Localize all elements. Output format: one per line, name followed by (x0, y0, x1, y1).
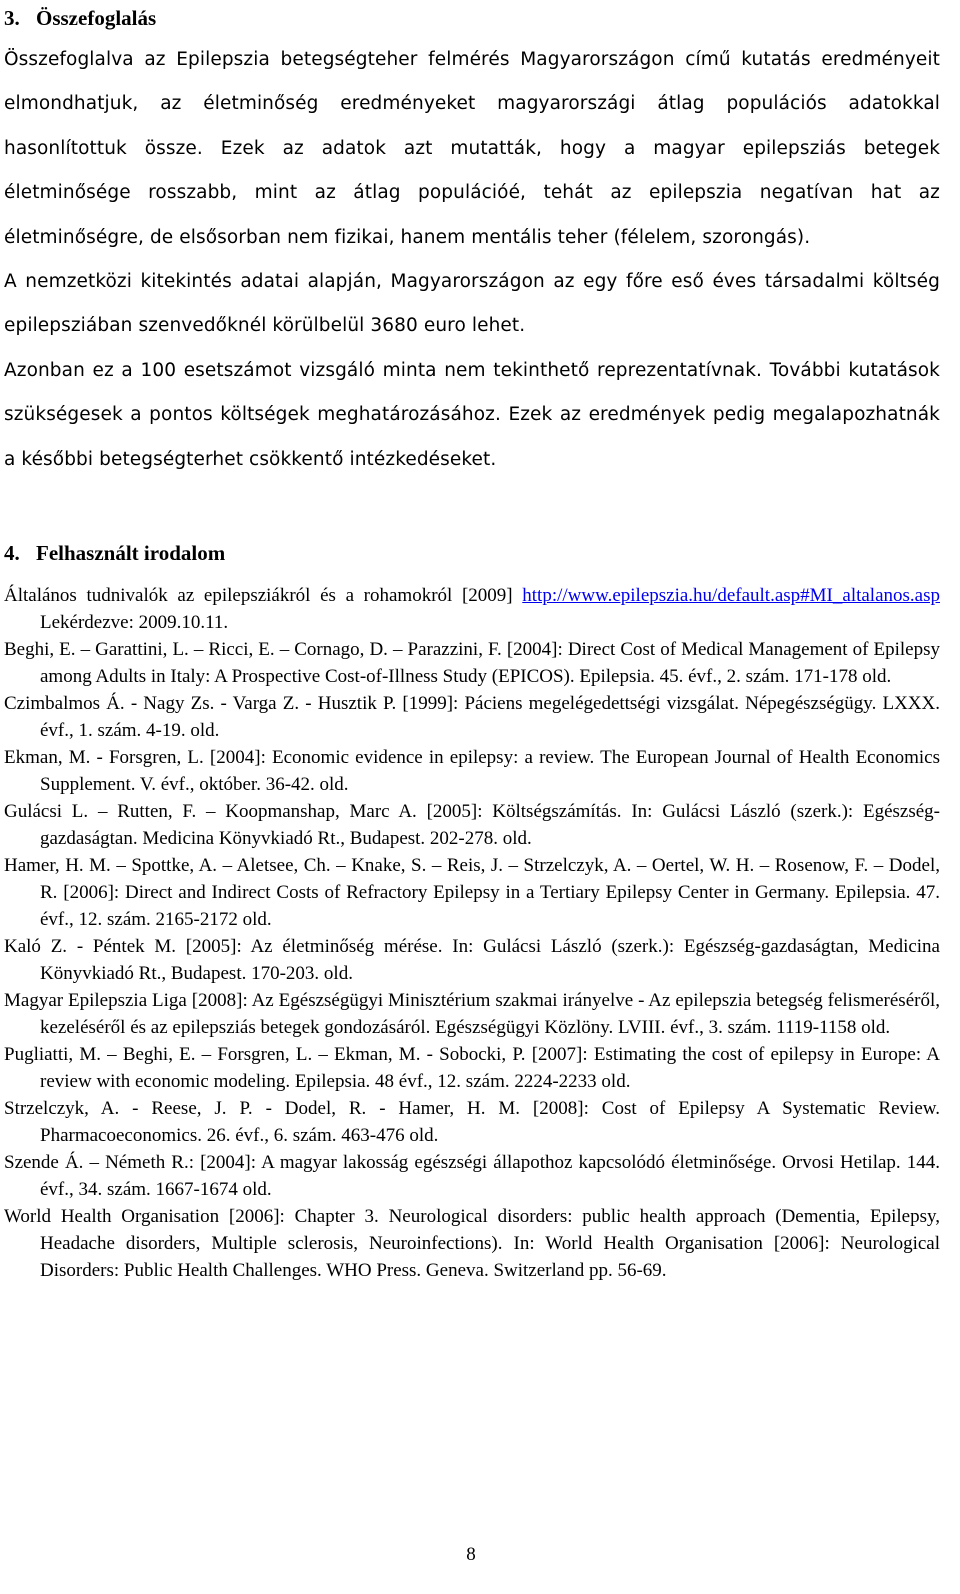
summary-sentence: Ezek az adatok azt mutatták, hogy a magyar epilepsziás betegek életminősége rosszabb, mint az átlag populációé, tehát az epilepszia negatívan hat az életminőségre, de elsősorban nem fizikai, hanem mentális teher (félelem, szorongás). (4, 137, 941, 248)
reference-item: Czimbalmos Á. - Nagy Zs. - Varga Z. - Husztik P. [1999]: Páciens megelégedettségi vizsgálat. Népegészségügy. LXXX. évf., 1. szám. 4-19. old. (4, 693, 940, 741)
section-number: 3. (4, 6, 20, 30)
summary-paragraph (4, 38, 940, 482)
reference-item: Ekman, M. - Forsgren, L. [2004]: Economic evidence in epilepsy: a review. The European Journal of Health Economics Supplement. V. évf., október. 36-42. old. (4, 747, 940, 795)
reference-accessed: Lekérdezve: 2009.10.11. (40, 612, 229, 633)
summary-sentence: Ezek az eredmények pedig megalapozhatnák a későbbi betegségterhet csökkentő intézkedéseket. (4, 404, 940, 470)
summary-sentence: Összefoglalva az Epilepszia betegségteher felmérés Magyarországon című kutatás eredményeit elmondhatjuk, az életminőség eredményeket magyarországi átlag populációs adatokkal hasonlítottuk össze. (4, 49, 940, 159)
summary-sentence: A nemzetközi kitekintés adatai alapján, Magyarországon az egy főre eső éves társadalmi költség epilepsziában szenvedőknél körülbelül 3680 euro lehet. (4, 271, 940, 337)
section-heading-summary (4, 6, 156, 30)
reference-list (4, 582, 940, 1284)
reference-item: Magyar Epilepszia Liga [2008]: Az Egészségügyi Minisztérium szakmai irányelve - Az epilepszia betegség felismeréséről, kezeléséről és az epilepsziás betegek gondozásáról. Egészségügyi Közlöny. LVIII. évf., 3. szám. 1119-1158 old. (4, 990, 940, 1038)
section-heading-references (4, 541, 225, 565)
reference-item: Hamer, H. M. – Spottke, A. – Aletsee, Ch. – Knake, S. – Reis, J. – Strzelczyk, A. – Oertel, W. H. – Rosenow, F. – Dodel, R. [2006]: Direct and Indirect Costs of Refractory Epilepsy in a Tertiary Epilepsy Center in Germany. Epilepsia. 47. évf., 12. szám. 2165-2172 old. (4, 855, 940, 930)
reference-item: Gulácsi L. – Rutten, F. – Koopmanshap, Marc A. [2005]: Költségszámítás. In: Gulácsi László (szerk.): Egészség-gazdaságtan. Medicina Könyvkiadó Rt., Budapest. 202-278. old. (4, 801, 940, 849)
page-number: 8 (466, 1544, 476, 1565)
section-number: 4. (4, 541, 20, 565)
reference-item: Szende Á. – Németh R.: [2004]: A magyar lakosság egészségi állapothoz kapcsolódó életminősége. Orvosi Hetilap. 144. évf., 34. szám. 1667-1674 old. (4, 1152, 940, 1200)
reference-item (4, 582, 940, 636)
reference-item: Kaló Z. - Péntek M. [2005]: Az életminőség mérése. In: Gulácsi László (szerk.): Egészség-gazdaságtan, Medicina Könyvkiadó Rt., Budapest. 170-203. old. (4, 936, 940, 984)
reference-item: Beghi, E. – Garattini, L. – Ricci, E. – Cornago, D. – Parazzini, F. [2004]: Direct Cost of Medical Management of Epilepsy among Adults in Italy: A Prospective Cost-of-Illness Study (EPICOS). Epilepsia. 45. évf., 2. szám. 171-178 old. (4, 639, 940, 687)
reference-item: World Health Organisation [2006]: Chapter 3. Neurological disorders: public health approach (Dementia, Epilepsy, Headache disorders, Multiple sclerosis, Neuroinfections). In: World Health Organisation [2006]: Neurological Disorders: Public Health Challenges. WHO Press. Geneva. Switzerland pp. 56-69. (4, 1206, 940, 1281)
reference-text: Általános tudnivalók az epilepsziákról és a rohamokról [2009] (4, 585, 513, 606)
reference-link[interactable]: http://www.epilepszia.hu/default.asp#MI_altalanos.asp (522, 585, 940, 606)
reference-item: Pugliatti, M. – Beghi, E. – Forsgren, L. – Ekman, M. - Sobocki, P. [2007]: Estimating the cost of epilepsy in Europe: A review with economic modeling. Epilepsia. 48 évf., 12. szám. 2224-2233 old. (4, 1044, 940, 1092)
section-title: Felhasznált irodalom (36, 541, 226, 565)
summary-sentence: Azonban ez a 100 esetszámot vizsgáló minta nem tekinthető reprezentatívnak. (4, 359, 763, 381)
section-title: Összefoglalás (36, 6, 157, 30)
reference-item: Strzelczyk, A. - Reese, J. P. - Dodel, R. - Hamer, H. M. [2008]: Cost of Epilepsy A Systematic Review. Pharmacoeconomics. 26. évf., 6. szám. 463-476 old. (4, 1098, 940, 1146)
summary-sentence: További kutatások szükségesek a pontos költségek meghatározásához. (4, 359, 940, 426)
